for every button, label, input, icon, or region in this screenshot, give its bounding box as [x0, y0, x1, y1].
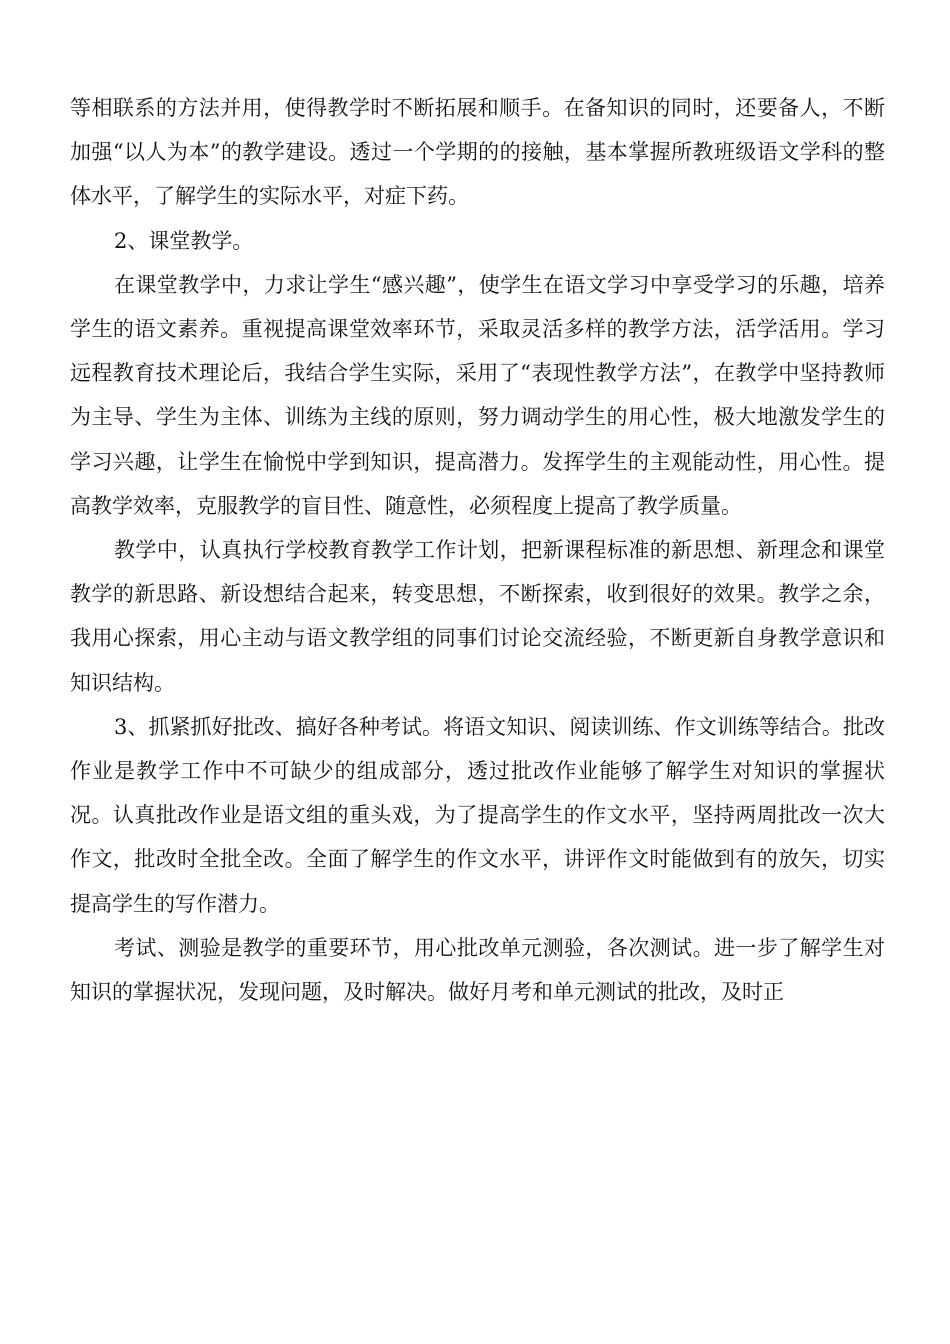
- section-heading-classroom-teaching: 2、课堂教学。: [114, 228, 254, 253]
- paragraph-classroom-teaching: 在课堂教学中，力求让学生“感兴趣”，使学生在语文学习中享受学习的乐趣，培养学生的语文素养。重视提高课堂效率环节，采取灵活多样的教学方法，活学活用。学习远程教育技术理论后，我结合学生实际，采用了“表现性教学方法”，在教学中坚持教师为主导、学生为主体、训练为主线的原则，努力调动学生的用心性，极大地激发学生的学习兴趣，让学生在愉悦中学到知识，提高潜力。发挥学生的主观能动性，用心性。提高教学效率，克服教学的盲目性、随意性，必须程度上提高了教学质量。: [70, 272, 885, 518]
- paragraph-teaching-plan: 教学中，认真执行学校教育教学工作计划，把新课程标准的新思想、新理念和课堂教学的新思路、新设想结合起来，转变思想，不断探索，收到很好的效果。教学之余，我用心探索，用心主动与语文教学组的同事们讨论交流经验，不断更新自身教学意识和知识结构。: [70, 538, 885, 695]
- paragraph-tests: 考试、测验是教学的重要环节，用心批改单元测验，各次测试。进一步了解学生对知识的掌握状况，发现问题，及时解决。做好月考和单元测试的批改，及时正: [70, 935, 885, 1005]
- paragraph-continued: 等相联系的方法并用，使得教学时不断拓展和顺手。在备知识的同时，还要备人，不断加强“以人为本”的教学建设。透过一个学期的的接触，基本掌握所教班级语文学科的整体水平，了解学生的实际水平，对症下药。: [70, 96, 885, 209]
- paragraph-grading-and-exams: 3、抓紧抓好批改、搞好各种考试。将语文知识、阅读训练、作文训练等结合。批改作业是教学工作中不可缺少的组成部分，透过批改作业能够了解学生对知识的掌握状况。认真批改作业是语文组的重头戏，为了提高学生的作文水平，坚持两周批改一次大作文，批改时全批全改。全面了解学生的作文水平，讲评作文时能做到有的放矢，切实提高学生的写作潜力。: [70, 714, 885, 916]
- document-body: [70, 86, 885, 1014]
